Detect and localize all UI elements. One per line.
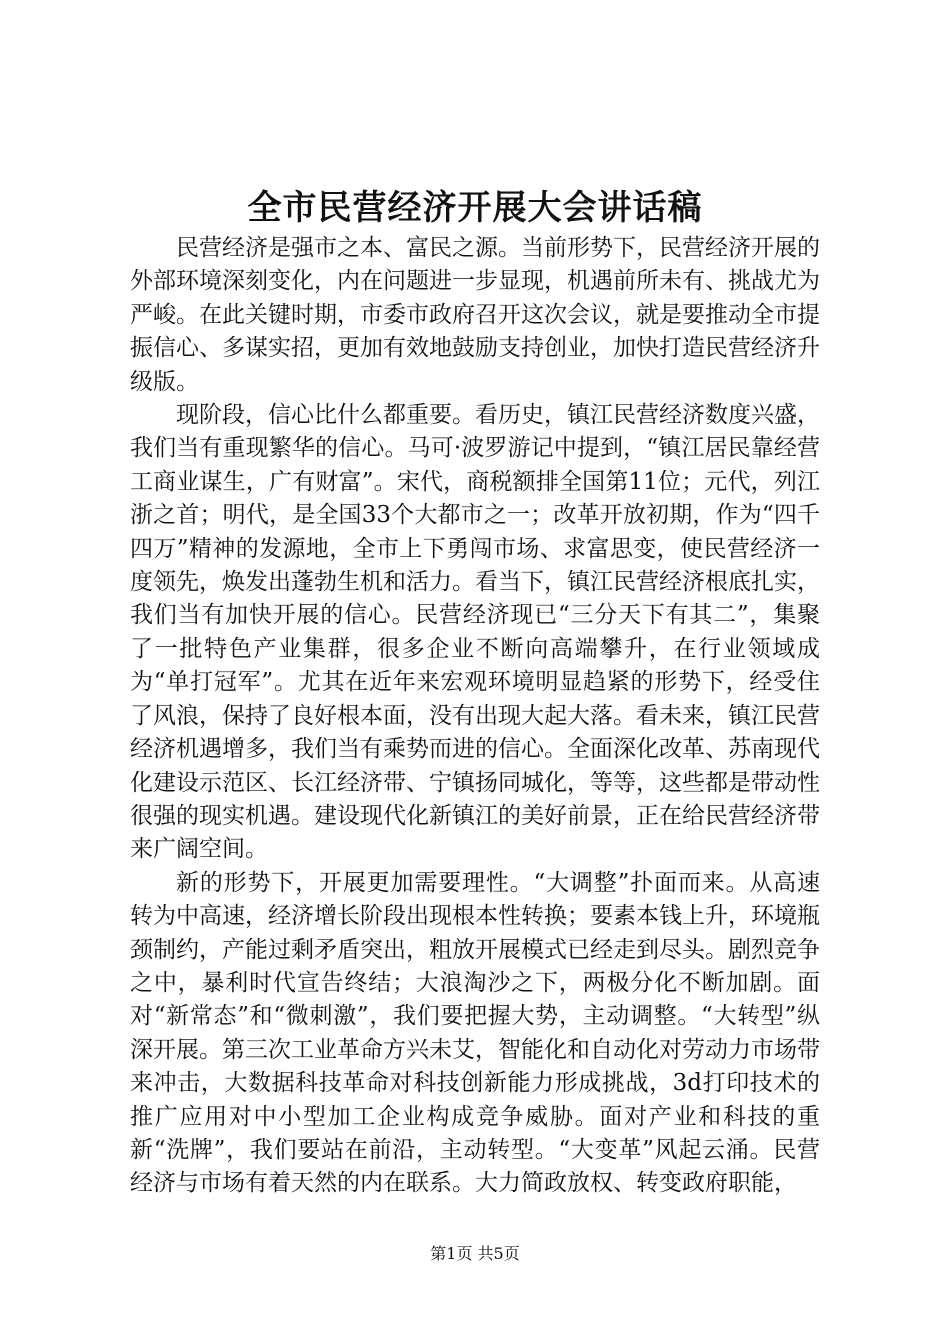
document-body — [130, 232, 820, 1201]
paragraph-1: 民营经济是强市之本、富民之源。当前形势下，民营经济开展的外部环境深刻变化，内在问题进一步显现，机遇前所未有、挑战尤为严峻。在此关键时期，市委市政府召开这次会议，就是要推动全市提振信心、多谋实招，更加有效地鼓励支持创业，加快打造民营经济升级版。 — [130, 235, 820, 395]
document-title: 全市民营经济开展大会讲话稿 — [247, 188, 703, 228]
paragraph-2: 现阶段，信心比什么都重要。看历史，镇江民营经济数度兴盛，我们当有重现繁华的信心。马可·波罗游记中提到，“镇江居民靠经营工商业谋生，广有财富”。宋代，商税额排全国第11位；元代，列江浙之首；明代，是全国33个大都市之一；改革开放初期，作为“四千四万”精神的发源地，全市上下勇闯市场、求富思变，使民营经济一度领先，焕发出蓬勃生机和活力。看当下，镇江民营经济根底扎实，我们当有加快开展的信心。民营经济现已“三分天下有其二”，集聚了一批特色产业集群，很多企业不断向高端攀升，在行业领域成为“单打冠军”。尤其在近年来宏观环境明显趋紧的形势下，经受住了风浪，保持了良好根本面，没有出现大起大落。看未来，镇江民营经济机遇增多，我们当有乘势而进的信心。全面深化改革、苏南现代化建设示范区、长江经济带、宁镇扬同城化，等等，这些都是带动性很强的现实机遇。建设现代化新镇江的美好前景，正在给民营经济带来广阔空间。 — [130, 402, 820, 863]
paragraph-3: 新的形势下，开展更加需要理性。“大调整”扑面而来。从高速转为中高速，经济增长阶段出现根本性转换；要素本钱上升，环境瓶颈制约，产能过剩矛盾突出，粗放开展模式已经走到尽头。剧烈竞争之中，暴利时代宣告终结；大浪淘沙之下，两极分化不断加剧。面对“新常态”和“微刺激”，我们要把握大势，主动调整。“大转型”纵深开展。第三次工业革命方兴未艾，智能化和自动化对劳动力市场带来冲击，大数据科技革命对科技创新能力形成挑战，3d打印技术的推广应用对中小型加工企业构成竞争威胁。面对产业和科技的重新“洗牌”，我们要站在前沿，主动转型。“大变革”风起云涌。民营经济与市场有着天然的内在联系。大力简政放权、转变政府职能， — [130, 869, 820, 1197]
page-number-footer: 第1页 共5页 — [430, 1244, 520, 1263]
